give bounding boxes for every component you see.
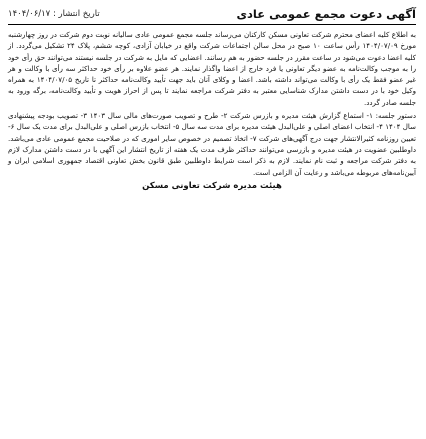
signature: هیئت مدیره شرکت تعاونی مسکن: [142, 180, 282, 191]
notice-header: [8, 4, 416, 25]
publication-date: تاریخ انتشار : ۱۴۰۴/۰۶/۱۷: [8, 9, 100, 19]
notice-paragraph: به اطلاع کلیه اعضای محترم شرکت تعاونی مسکن کارکنان می‌رساند جلسه مجمع عمومی عادی سالیانه نوبت دوم شرکت در روز چهارشنبه مورخ ۱۴۰۴/۰۷/۰۹ رأس ساعت ۱۰ صبح در محل سالن اجتماعات شرکت واقع در خیابان آزادی، کوچه ششم، پلاک ۲۴ تشکیل می‌گردد. از کلیه اعضا دعوت می‌شود در ساعت مقرر در جلسه حضور به هم رسانند. اعضایی که مایل به شرکت در جلسه نیستند می‌توانند حق رأی خود را به موجب وکالت‌نامه به عضو دیگر تعاونی یا فرد خارج از اعضا واگذار نمایند. هر عضو علاوه بر رأی خود حداکثر سه رأی با وکالت و هر غیر عضو فقط یک رأی با وکالت می‌تواند داشته باشد. اعضا و وکلای آنان باید جهت تأیید وکالت‌نامه حداکثر تا تاریخ ۱۴۰۴/۰۷/۰۵ به همراه وکیل خود با در دست داشتن مدارک شناسایی معتبر به دفتر شرکت مراجعه نمایند تا پس از احراز هویت و تأیید وکالت‌نامه، برگه ورود به جلسه صادر گردد.: [8, 30, 417, 107]
notice-title: آگهی دعوت مجمع عمومی عادی: [236, 7, 416, 21]
agenda-paragraph: دستور جلسه: ۱- استماع گزارش هیئت مدیره و بازرس شرکت ۲- طرح و تصویب صورت‌های مالی سال ۱۴۰۳ ۳- تصویب بودجه پیشنهادی سال ۱۴۰۴ ۴- انتخاب اعضای اصلی و علی‌البدل هیئت مدیره برای مدت سه سال ۵- انتخاب بازرس اصلی و علی‌البدل برای مدت یک سال ۶- تعیین روزنامه کثیرالانتشار جهت درج آگهی‌های شرکت ۷- اتخاذ تصمیم در خصوص سایر اموری که در صلاحیت مجمع عمومی عادی می‌باشد. داوطلبین عضویت در هیئت مدیره و بازرسی می‌توانند حداکثر ظرف مدت یک هفته از تاریخ انتشار این آگهی با در دست داشتن مدارک لازم به دفتر شرکت مراجعه و ثبت نام نمایند. لازم به ذکر است شرایط داوطلبین طبق قانون بخش تعاونی اقتصاد جمهوری اسلامی ایران و آیین‌نامه‌های مربوطه می‌باشد و رعایت آن الزامی است.: [8, 111, 417, 177]
notice-body: [8, 29, 416, 178]
